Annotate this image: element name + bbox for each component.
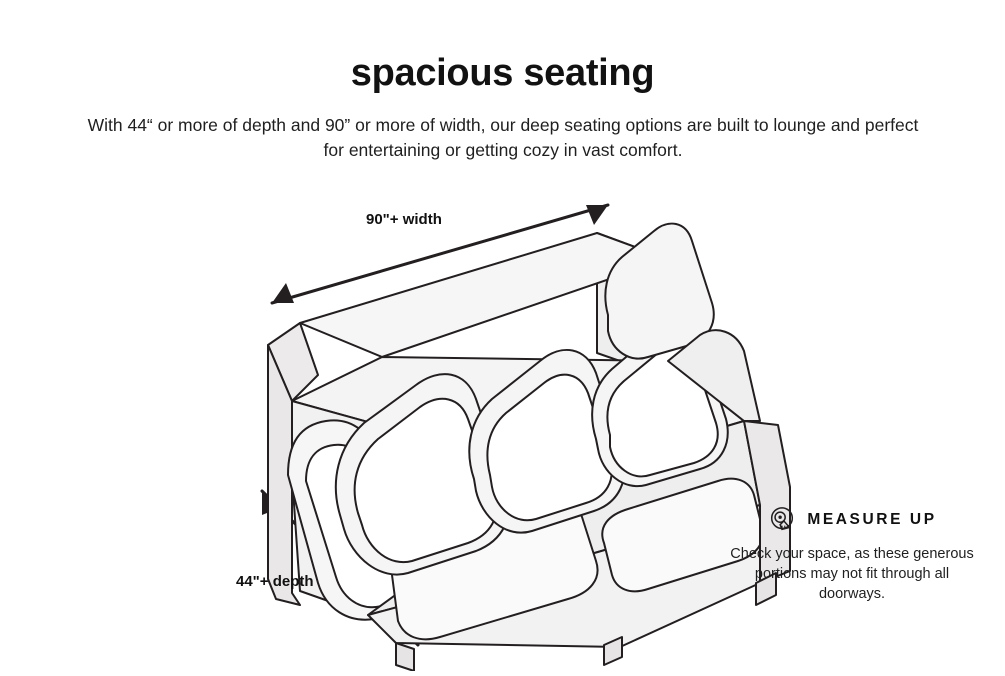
sofa-body [268, 224, 790, 671]
depth-dimension-label: 44"+ depth [236, 573, 314, 590]
measure-up-heading [727, 505, 977, 535]
tape-measure-icon [767, 505, 797, 535]
page-title: spacious seating [350, 52, 655, 94]
measure-up-callout [727, 505, 977, 604]
measure-up-title: MEASURE UP [807, 511, 937, 528]
width-dimension-label: 90"+ width [366, 211, 442, 228]
page-subtitle: With 44“ or more of depth and 90” or more of width, our deep seating options are built to lounge and perfect for entertaining or getting cozy in vast comfort. [87, 115, 919, 160]
sofa-diagram [0, 175, 1005, 671]
measure-up-body: Check your space, as these generous portions may not fit through all doorways. [730, 546, 974, 602]
